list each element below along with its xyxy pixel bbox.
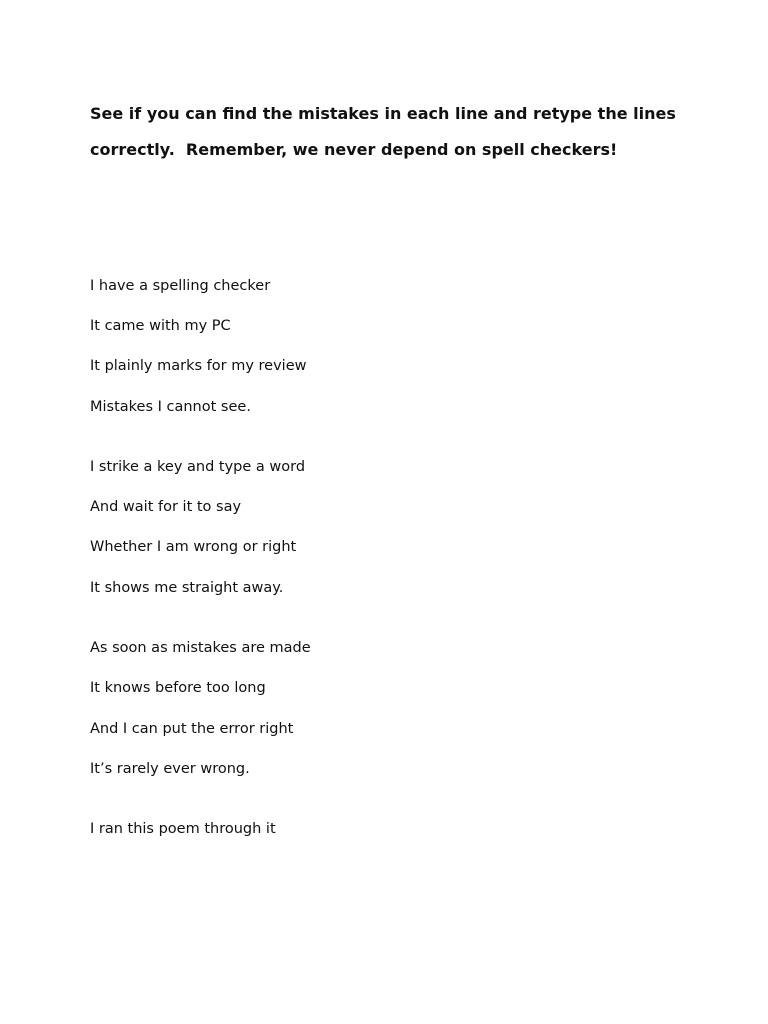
poem-line: It shows me straight away. [90, 579, 284, 596]
poem-line: And wait for it to say [90, 499, 242, 516]
poem [90, 276, 690, 880]
poem-line: Whether I am wrong or right [90, 539, 297, 556]
poem-line: Mistakes I cannot see. [90, 398, 251, 415]
stanza-4 [90, 819, 690, 839]
poem-line: I strike a key and type a word [90, 459, 306, 476]
instructions-heading [90, 96, 710, 168]
poem-line: I ran this poem through it [90, 821, 276, 838]
poem-line: As soon as mistakes are made [90, 640, 311, 657]
stanza-1 [90, 276, 690, 417]
stanza-3 [90, 638, 690, 779]
instructions-line-1: See if you can find the mistakes in each line and retype the lines [90, 104, 676, 123]
poem-line: And I can put the error right [90, 720, 294, 737]
poem-line: It came with my PC [90, 318, 231, 335]
stanza-2 [90, 457, 690, 598]
poem-line: It knows before too long [90, 680, 266, 697]
poem-line: It’s rarely ever wrong. [90, 760, 250, 777]
poem-line: I have a spelling checker [90, 278, 271, 294]
poem-line: It plainly marks for my review [90, 358, 307, 375]
instructions-line-2: correctly. Remember, we never depend on spell checkers! [90, 140, 618, 159]
